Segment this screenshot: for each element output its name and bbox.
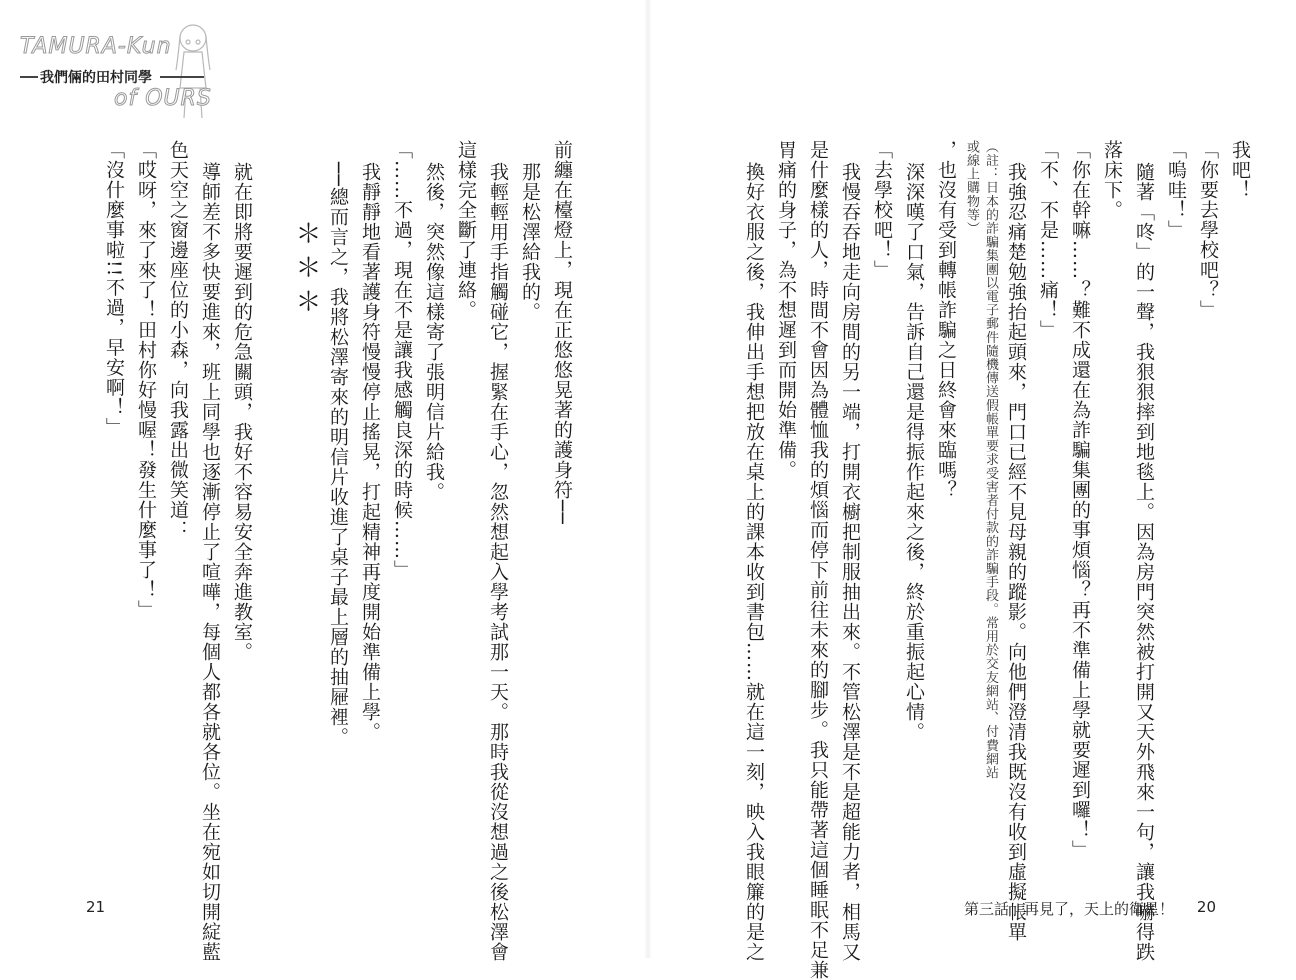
page-number: 21 [86, 898, 106, 916]
text-line: 隨著「咚」的一聲，我狠狠摔到地毯上。因為房門突然被打開又天外飛來一句，讓我嚇得跌 [1133, 162, 1155, 962]
text-line: ──總而言之，我將松澤寄來的明信片收進了桌子最上層的抽屜裡。 [327, 162, 349, 747]
text-line: 前纏在檯燈上，現在正悠悠晃著的護身符── [551, 140, 573, 525]
text-line: 我靜靜地看著護身符慢慢停止搖晃，打起精神再度開始準備上學。 [359, 162, 381, 742]
dialogue-line: 「你要去學校吧？」 [1197, 140, 1219, 320]
text-line: 我強忍痛楚勉強抬起頭來，門口已經不見母親的蹤影。向他們澄清我既沒有收到虛擬帳單 [1005, 162, 1027, 942]
text-line: 那是松澤給我的。 [519, 162, 541, 322]
text-line: 然後，突然像這樣寄了張明信片給我。 [423, 162, 445, 502]
logo-rule-left [20, 76, 38, 78]
text-line: 我慢吞吞地走向房間的另一端，打開衣櫥把制服抽出來。不管松澤是不是超能力者，相馬又 [839, 162, 861, 962]
scene-separator: ＊＊＊ [291, 220, 321, 322]
text-line: 胃痛的身子，為不想遲到而開始準備。 [775, 140, 797, 480]
text-line: 導師差不多快要進來，班上同學也逐漸停止了喧嘩，每個人都各就各位。坐在宛如切開綻藍 [199, 162, 221, 962]
text-line: 我輕輕用手指觸碰它，握緊在手心，忽然想起入學考試那一天。那時我從沒想過之後松澤會 [487, 162, 509, 962]
dialogue-line: 「哎呀，來了來了！田村你好慢喔！發生什麼事了！」 [135, 140, 157, 620]
logo-rule-right [160, 76, 204, 78]
dialogue-line: 「嗚哇！」 [1165, 140, 1187, 240]
logo-title-bottom: of OURS [114, 86, 212, 111]
dialogue-line: 「沒什麼事啦!!不過，早安啊！」 [103, 140, 125, 438]
series-logo [18, 18, 218, 138]
footnote-line: （註：日本的詐騙集團以電子郵件隨機傳送假帳單要求受害者付款的詐騙手段。常用於交友網站、付費網站 [983, 140, 998, 780]
chibi-character-icon [168, 18, 218, 128]
page-number: 20 [1196, 898, 1216, 916]
text-line: 我吧！ [1229, 140, 1251, 200]
left-page [0, 0, 648, 962]
logo-subtitle: 我們倆的田村同學 [40, 70, 152, 86]
chapter-title: 第三話 再見了，天上的衛星！ [963, 900, 1174, 918]
footnote-line: 或線上購物等） [964, 140, 979, 236]
text-line: 這樣完全斷了連絡。 [455, 140, 477, 320]
text-line: 是什麼樣的人，時間不會因為體恤我的煩惱而停下前往未來的腳步。我只能帶著這個睡眠不足兼 [807, 140, 829, 980]
right-page [648, 0, 1296, 980]
text-line: ，也沒有受到轉帳詐騙之日終會來臨嗎？ [935, 140, 957, 500]
text-line: 深深嘆了口氣，告訴自己還是得振作起來之後，終於重振起心情。 [903, 162, 925, 742]
dialogue-line: 「你在幹嘛……？難不成還在為詐騙集團的事煩惱？再不準備上學就要遲到囉！」 [1069, 140, 1091, 860]
dialogue-line: 「……不過，現在不是讓我感觸良深的時候……」 [391, 140, 413, 580]
text-line: 落床下。 [1101, 140, 1123, 220]
text-line: 換好衣服之後，我伸出手想把放在桌上的課本收到書包……就在這一刻，映入我眼簾的是之 [743, 162, 765, 962]
text-line: 就在即將要遲到的危急關頭，我好不容易安全奔進教室。 [231, 162, 253, 662]
dialogue-line: 「不、不是……痛！」 [1037, 140, 1059, 340]
dialogue-line: 「去學校吧！」 [871, 140, 893, 280]
logo-title-top: TAMURA-Kun [20, 34, 172, 59]
text-line: 色天空之窗邊座位的小森，向我露出微笑道： [167, 140, 189, 540]
